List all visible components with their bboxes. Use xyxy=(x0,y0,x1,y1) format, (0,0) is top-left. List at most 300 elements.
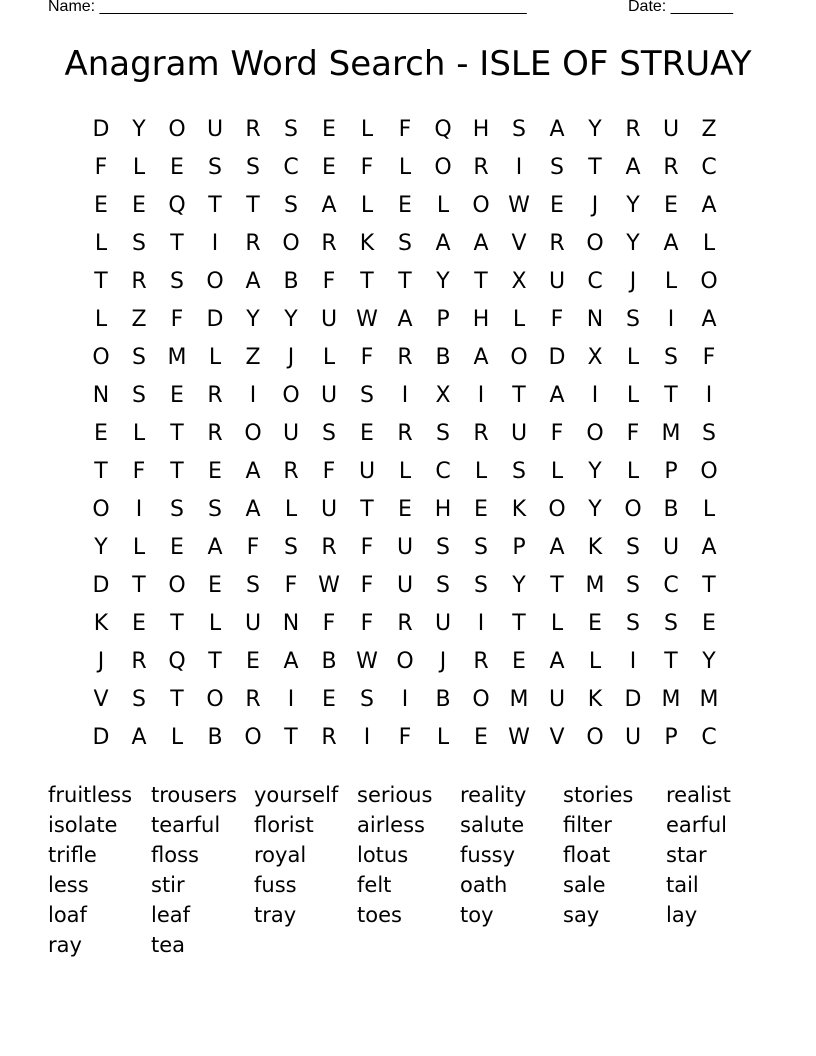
grid-cell: I xyxy=(629,649,637,674)
name-field-label: Name: ________________________________________________ xyxy=(48,0,527,15)
grid-cell: T xyxy=(664,383,678,408)
word-list-item: tea xyxy=(151,933,186,957)
grid-cell: K xyxy=(359,231,375,256)
grid-cell: O xyxy=(586,231,604,256)
grid-cell: D xyxy=(624,687,642,712)
grid-cell: U xyxy=(396,573,414,598)
grid-cell: I xyxy=(287,687,295,712)
grid-cell: L xyxy=(702,497,716,522)
grid-cell: R xyxy=(473,155,489,180)
grid-cell: Y xyxy=(588,497,602,522)
grid-cell: S xyxy=(474,535,488,560)
grid-cell: C xyxy=(435,459,451,484)
word-list-item: stir xyxy=(151,873,185,897)
grid-cell: C xyxy=(283,155,299,180)
grid-cell: U xyxy=(320,497,338,522)
grid-cell: A xyxy=(701,535,717,560)
grid-cell: J xyxy=(439,649,447,674)
grid-cell: F xyxy=(284,573,298,598)
grid-cell: B xyxy=(435,687,451,712)
grid-cell: T xyxy=(702,573,716,598)
grid-cell: E xyxy=(550,193,564,218)
grid-cell: W xyxy=(508,193,530,218)
grid-cell: O xyxy=(472,193,490,218)
word-list-item: earful xyxy=(666,813,727,837)
grid-cell: T xyxy=(360,497,374,522)
grid-cell: U xyxy=(662,535,680,560)
word-list-item: ray xyxy=(48,933,82,957)
grid-cell: U xyxy=(320,383,338,408)
word-list-item: lotus xyxy=(357,843,409,867)
grid-cell: F xyxy=(360,611,374,636)
grid-cell: Z xyxy=(131,307,147,332)
grid-cell: F xyxy=(360,345,374,370)
grid-cell: I xyxy=(363,725,371,750)
grid-cell: C xyxy=(587,269,603,294)
grid-cell: U xyxy=(282,421,300,446)
grid-cell: E xyxy=(246,649,260,674)
grid-cell: S xyxy=(246,155,260,180)
grid-cell: L xyxy=(398,459,412,484)
grid-cell: L xyxy=(664,269,678,294)
word-list-item: reality xyxy=(460,783,527,807)
word-list-item: tray xyxy=(254,903,297,927)
grid-cell: R xyxy=(207,383,223,408)
grid-cell: A xyxy=(473,231,489,256)
grid-cell: U xyxy=(434,611,452,636)
grid-cell: I xyxy=(667,307,675,332)
grid-cell: R xyxy=(397,345,413,370)
grid-cell: F xyxy=(246,535,260,560)
grid-cell: L xyxy=(360,117,374,142)
grid-cell: E xyxy=(94,421,108,446)
grid-cell: S xyxy=(436,535,450,560)
grid-cell: H xyxy=(472,117,490,142)
grid-cell: Z xyxy=(701,117,717,142)
grid-cell: X xyxy=(511,269,527,294)
grid-cell: O xyxy=(92,345,110,370)
grid-cell: E xyxy=(664,193,678,218)
grid-cell: R xyxy=(473,421,489,446)
grid-cell: A xyxy=(549,535,565,560)
grid-cell: O xyxy=(586,725,604,750)
grid-cell: E xyxy=(588,611,602,636)
grid-cell: S xyxy=(284,117,298,142)
grid-cell: M xyxy=(661,687,681,712)
grid-cell: K xyxy=(511,497,527,522)
grid-cell: S xyxy=(626,307,640,332)
grid-cell: A xyxy=(549,383,565,408)
grid-cell: A xyxy=(473,345,489,370)
grid-cell: T xyxy=(170,421,184,446)
grid-cell: L xyxy=(626,383,640,408)
grid-cell: L xyxy=(322,345,336,370)
grid-cell: E xyxy=(322,155,336,180)
grid-cell: S xyxy=(436,573,450,598)
word-list-item: filter xyxy=(563,813,612,837)
word-list-item: yourself xyxy=(254,783,339,807)
grid-cell: R xyxy=(131,269,147,294)
grid-cell: P xyxy=(436,307,450,332)
grid-cell: J xyxy=(591,193,599,218)
grid-cell: A xyxy=(549,649,565,674)
grid-cell: E xyxy=(512,649,526,674)
grid-cell: L xyxy=(132,535,146,560)
grid-cell: A xyxy=(625,155,641,180)
grid-cell: C xyxy=(701,725,717,750)
grid-cell: E xyxy=(474,497,488,522)
grid-cell: E xyxy=(360,421,374,446)
grid-cell: Y xyxy=(588,117,602,142)
grid-cell: F xyxy=(626,421,640,446)
grid-cell: E xyxy=(322,687,336,712)
grid-cell: R xyxy=(283,459,299,484)
grid-cell: L xyxy=(94,307,108,332)
grid-cell: U xyxy=(510,421,528,446)
grid-cell: F xyxy=(360,155,374,180)
grid-cell: L xyxy=(626,459,640,484)
word-list-item: oath xyxy=(460,873,508,897)
grid-cell: N xyxy=(92,383,110,408)
grid-cell: A xyxy=(701,307,717,332)
grid-cell: E xyxy=(170,535,184,560)
grid-cell: I xyxy=(477,611,485,636)
grid-cell: O xyxy=(434,155,452,180)
grid-cell: S xyxy=(398,231,412,256)
grid-cell: O xyxy=(624,497,642,522)
word-list-item: say xyxy=(563,903,600,927)
word-list-item: realist xyxy=(666,783,731,807)
date-field-label: Date: _______ xyxy=(628,0,733,15)
grid-cell: R xyxy=(321,725,337,750)
grid-cell: T xyxy=(170,459,184,484)
grid-cell: T xyxy=(474,269,488,294)
grid-cell: Y xyxy=(132,117,146,142)
grid-cell: S xyxy=(132,687,146,712)
header-line xyxy=(48,0,733,16)
grid-cell: R xyxy=(549,231,565,256)
grid-cell: N xyxy=(282,611,300,636)
grid-cell: C xyxy=(663,573,679,598)
grid-cell: U xyxy=(662,117,680,142)
grid-cell: P xyxy=(664,459,678,484)
grid-cell: L xyxy=(512,307,526,332)
grid-cell: R xyxy=(663,155,679,180)
grid-cell: S xyxy=(246,573,260,598)
grid-cell: U xyxy=(358,459,376,484)
grid-cell: O xyxy=(206,687,224,712)
grid-cell: T xyxy=(170,231,184,256)
word-list-item: trousers xyxy=(151,783,237,807)
word-list-item: fussy xyxy=(460,843,516,867)
grid-cell: M xyxy=(661,421,681,446)
word-list-item: leaf xyxy=(151,903,191,927)
word-list-item: star xyxy=(666,843,707,867)
grid-cell: S xyxy=(626,573,640,598)
grid-cell: J xyxy=(287,345,295,370)
grid-cell: S xyxy=(436,421,450,446)
grid-cell: U xyxy=(320,307,338,332)
grid-cell: O xyxy=(700,269,718,294)
grid-cell: E xyxy=(322,117,336,142)
word-list-item: less xyxy=(48,873,89,897)
word-list-item: fuss xyxy=(254,873,297,897)
word-list-item: float xyxy=(563,843,611,867)
letter-grid xyxy=(82,111,728,757)
grid-cell: O xyxy=(472,687,490,712)
grid-cell: L xyxy=(474,459,488,484)
grid-cell: W xyxy=(356,307,378,332)
grid-cell: S xyxy=(550,155,564,180)
grid-cell: E xyxy=(132,611,146,636)
grid-cell: E xyxy=(132,193,146,218)
grid-cell: L xyxy=(208,345,222,370)
grid-cell: V xyxy=(93,687,109,712)
grid-cell: U xyxy=(548,687,566,712)
grid-cell: L xyxy=(170,725,184,750)
grid-cell: A xyxy=(283,649,299,674)
grid-cell: A xyxy=(245,459,261,484)
grid-cell: U xyxy=(624,725,642,750)
grid-cell: B xyxy=(321,649,337,674)
grid-cell: L xyxy=(360,193,374,218)
grid-cell: S xyxy=(512,459,526,484)
grid-cell: O xyxy=(548,497,566,522)
grid-cell: L xyxy=(550,459,564,484)
grid-cell: S xyxy=(664,611,678,636)
word-list xyxy=(48,780,769,960)
grid-cell: V xyxy=(549,725,565,750)
grid-cell: D xyxy=(92,117,110,142)
grid-cell: T xyxy=(132,573,146,598)
grid-cell: M xyxy=(699,687,719,712)
grid-cell: V xyxy=(511,231,527,256)
grid-cell: F xyxy=(322,269,336,294)
grid-cell: A xyxy=(321,193,337,218)
grid-cell: T xyxy=(664,649,678,674)
grid-cell: A xyxy=(435,231,451,256)
grid-cell: H xyxy=(434,497,452,522)
grid-cell: T xyxy=(588,155,602,180)
grid-cell: D xyxy=(548,345,566,370)
grid-cell: S xyxy=(208,497,222,522)
grid-cell: Y xyxy=(512,573,526,598)
grid-cell: F xyxy=(550,421,564,446)
grid-cell: Y xyxy=(94,535,108,560)
grid-cell: J xyxy=(629,269,637,294)
grid-cell: R xyxy=(473,649,489,674)
grid-cell: F xyxy=(398,725,412,750)
grid-cell: X xyxy=(435,383,451,408)
grid-cell: O xyxy=(244,725,262,750)
grid-cell: E xyxy=(398,193,412,218)
grid-cell: B xyxy=(207,725,223,750)
grid-cell: R xyxy=(321,231,337,256)
word-list-item: trifle xyxy=(48,843,97,867)
grid-cell: A xyxy=(549,117,565,142)
grid-cell: M xyxy=(585,573,605,598)
grid-cell: Y xyxy=(626,193,640,218)
grid-cell: F xyxy=(170,307,184,332)
grid-cell: F xyxy=(360,573,374,598)
grid-cell: E xyxy=(474,725,488,750)
word-list-item: tearful xyxy=(151,813,221,837)
grid-cell: Q xyxy=(168,649,186,674)
grid-cell: I xyxy=(211,231,219,256)
grid-cell: A xyxy=(701,193,717,218)
grid-cell: F xyxy=(322,459,336,484)
grid-cell: O xyxy=(396,649,414,674)
grid-cell: O xyxy=(282,383,300,408)
grid-cell: A xyxy=(245,497,261,522)
grid-cell: A xyxy=(207,535,223,560)
grid-cell: I xyxy=(249,383,257,408)
grid-cell: F xyxy=(132,459,146,484)
grid-cell: S xyxy=(512,117,526,142)
grid-cell: D xyxy=(92,573,110,598)
grid-cell: T xyxy=(208,649,222,674)
grid-cell: O xyxy=(510,345,528,370)
grid-cell: R xyxy=(207,421,223,446)
grid-cell: L xyxy=(588,649,602,674)
grid-cell: K xyxy=(587,535,603,560)
grid-cell: L xyxy=(702,231,716,256)
word-list-item: florist xyxy=(254,813,314,837)
word-list-item: fruitless xyxy=(48,783,133,807)
grid-cell: A xyxy=(397,307,413,332)
grid-cell: L xyxy=(208,611,222,636)
word-list-item: stories xyxy=(563,783,634,807)
grid-cell: K xyxy=(587,687,603,712)
word-list-item: floss xyxy=(151,843,199,867)
grid-cell: T xyxy=(208,193,222,218)
grid-cell: T xyxy=(550,573,564,598)
grid-cell: X xyxy=(587,345,603,370)
grid-cell: Q xyxy=(168,193,186,218)
grid-cell: L xyxy=(436,193,450,218)
grid-cell: L xyxy=(436,725,450,750)
grid-cell: T xyxy=(398,269,412,294)
grid-cell: T xyxy=(94,459,108,484)
grid-cell: B xyxy=(435,345,451,370)
grid-cell: W xyxy=(318,573,340,598)
grid-cell: R xyxy=(245,117,261,142)
grid-cell: S xyxy=(132,383,146,408)
grid-cell: F xyxy=(398,117,412,142)
grid-cell: E xyxy=(208,573,222,598)
grid-cell: F xyxy=(322,611,336,636)
grid-cell: I xyxy=(477,383,485,408)
grid-cell: O xyxy=(168,573,186,598)
grid-cell: K xyxy=(93,611,109,636)
grid-cell: W xyxy=(356,649,378,674)
word-list-item: sale xyxy=(563,873,606,897)
grid-cell: D xyxy=(92,725,110,750)
grid-cell: F xyxy=(360,535,374,560)
word-list-item: lay xyxy=(666,903,698,927)
grid-cell: E xyxy=(702,611,716,636)
grid-cell: L xyxy=(550,611,564,636)
grid-cell: R xyxy=(397,421,413,446)
grid-cell: U xyxy=(548,269,566,294)
page-title: Anagram Word Search - ISLE OF STRUAY xyxy=(64,44,752,84)
grid-cell: T xyxy=(170,611,184,636)
word-list-item: loaf xyxy=(48,903,87,927)
grid-cell: R xyxy=(321,535,337,560)
grid-cell: P xyxy=(664,725,678,750)
grid-cell: J xyxy=(97,649,105,674)
grid-cell: Y xyxy=(588,459,602,484)
word-list-item: serious xyxy=(357,783,433,807)
grid-cell: S xyxy=(664,345,678,370)
grid-cell: R xyxy=(131,649,147,674)
grid-cell: O xyxy=(244,421,262,446)
grid-cell: O xyxy=(586,421,604,446)
grid-cell: L xyxy=(132,155,146,180)
grid-cell: T xyxy=(94,269,108,294)
grid-cell: F xyxy=(94,155,108,180)
grid-cell: L xyxy=(284,497,298,522)
grid-cell: O xyxy=(206,269,224,294)
grid-cell: E xyxy=(170,155,184,180)
grid-cell: M xyxy=(509,687,529,712)
grid-cell: R xyxy=(245,687,261,712)
grid-cell: F xyxy=(702,345,716,370)
grid-cell: T xyxy=(246,193,260,218)
grid-cell: E xyxy=(170,383,184,408)
grid-cell: S xyxy=(322,421,336,446)
grid-cell: N xyxy=(586,307,604,332)
grid-cell: T xyxy=(170,687,184,712)
word-list-item: isolate xyxy=(48,813,118,837)
grid-cell: S xyxy=(360,383,374,408)
grid-cell: U xyxy=(396,535,414,560)
word-list-item: toy xyxy=(460,903,494,927)
grid-cell: S xyxy=(132,231,146,256)
grid-cell: O xyxy=(92,497,110,522)
grid-cell: I xyxy=(135,497,143,522)
grid-cell: E xyxy=(94,193,108,218)
grid-cell: A xyxy=(245,269,261,294)
grid-cell: D xyxy=(206,307,224,332)
grid-cell: L xyxy=(626,345,640,370)
word-list-item: felt xyxy=(357,873,392,897)
grid-cell: A xyxy=(663,231,679,256)
grid-cell: I xyxy=(515,155,523,180)
grid-cell: L xyxy=(398,155,412,180)
grid-cell: U xyxy=(244,611,262,636)
grid-cell: C xyxy=(701,155,717,180)
grid-cell: F xyxy=(550,307,564,332)
grid-cell: I xyxy=(591,383,599,408)
grid-cell: B xyxy=(283,269,299,294)
grid-cell: O xyxy=(700,459,718,484)
grid-cell: A xyxy=(131,725,147,750)
grid-cell: Q xyxy=(434,117,452,142)
grid-cell: T xyxy=(512,383,526,408)
grid-cell: T xyxy=(512,611,526,636)
grid-cell: Y xyxy=(436,269,450,294)
grid-cell: Y xyxy=(702,649,716,674)
grid-cell: S xyxy=(132,345,146,370)
grid-cell: E xyxy=(208,459,222,484)
grid-cell: I xyxy=(401,383,409,408)
word-list-item: tail xyxy=(666,873,699,897)
grid-cell: Z xyxy=(245,345,261,370)
word-list-item: toes xyxy=(357,903,402,927)
grid-cell: M xyxy=(167,345,187,370)
grid-cell: U xyxy=(206,117,224,142)
